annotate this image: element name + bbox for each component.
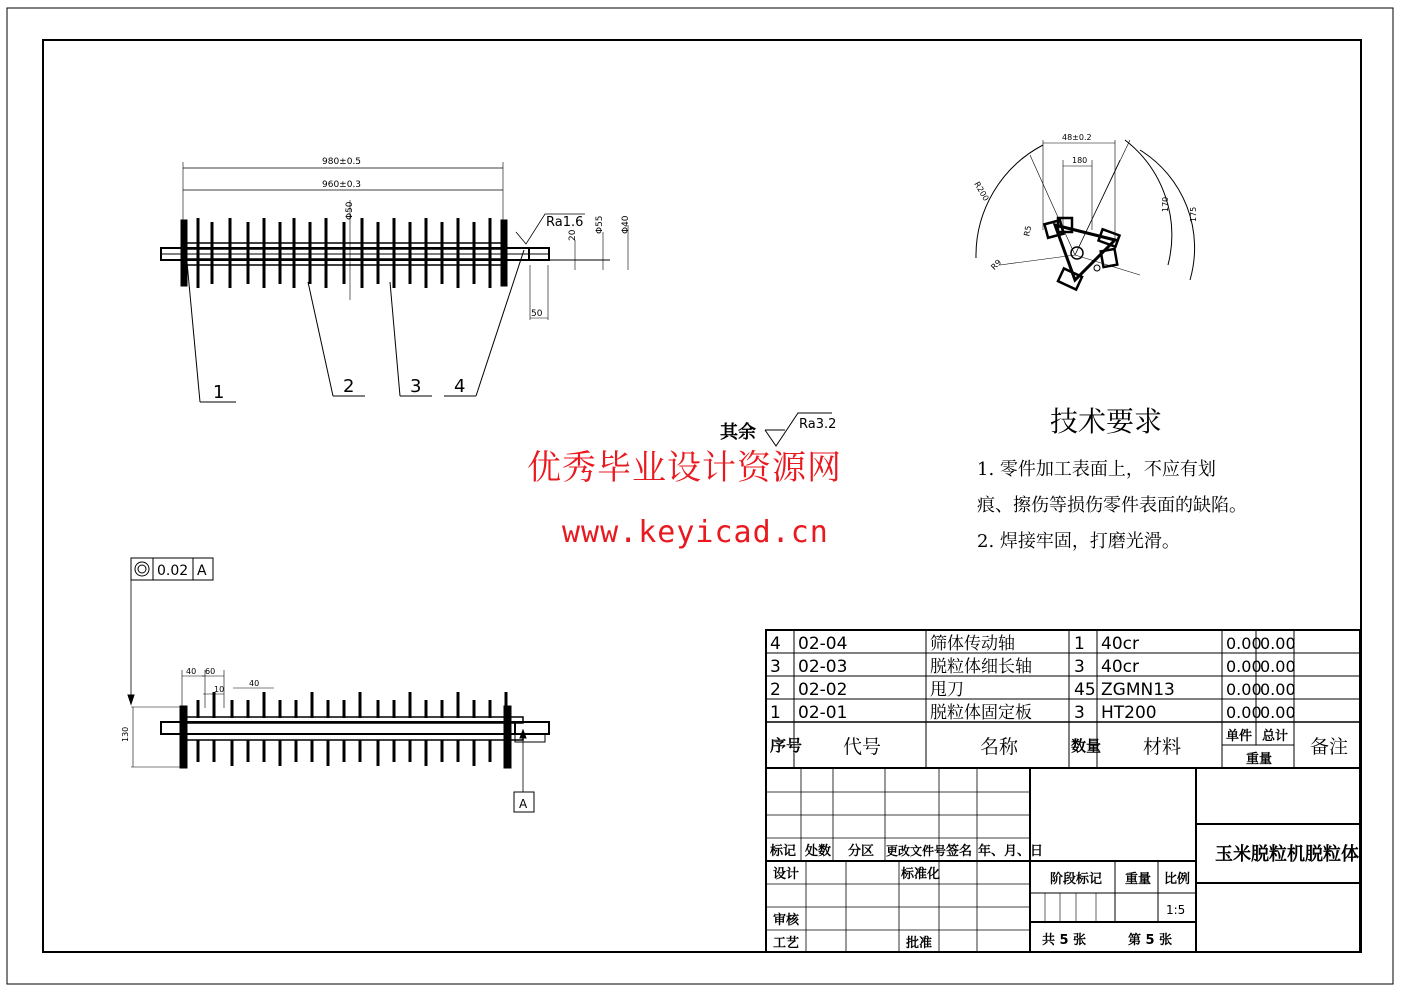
dim-inner: 960±0.3 — [322, 180, 362, 190]
bom-cell-total: 0.00 — [1260, 703, 1296, 722]
dim-48: 48±0.2 — [1062, 133, 1092, 142]
dim-dia55: Φ55 — [595, 215, 605, 234]
tb-approve: 批准 — [906, 936, 933, 951]
dim-20: 20 — [568, 229, 578, 241]
dim-r5: R5 — [1022, 224, 1034, 237]
hdr-qty: 数量 — [1071, 737, 1102, 755]
bom-cell-code: 02-04 — [798, 634, 848, 654]
bom-cell-code: 02-03 — [798, 657, 848, 677]
hdr-no: 序号 — [770, 736, 803, 755]
tb-mark: 标记 — [770, 844, 797, 859]
watermark-cn: 优秀毕业设计资源网 — [527, 448, 842, 488]
surface-value: Ra3.2 — [799, 417, 837, 432]
bom-cell-unit: 0.00 — [1226, 703, 1262, 722]
tb-design: 设计 — [773, 867, 800, 882]
surface-prefix: 其余 — [720, 422, 756, 443]
dim-dia50: Φ50 — [345, 201, 355, 220]
section-view-labels — [972, 133, 1198, 272]
ra-top: Ra1.6 — [546, 215, 584, 230]
tb-sheet-no: 第 5 张 — [1128, 933, 1173, 948]
dim-dia40: Φ40 — [621, 215, 631, 234]
hdr-note: 备注 — [1310, 736, 1349, 758]
bom-cell-qty: 3 — [1074, 657, 1085, 677]
hdr-total: 总计 — [1262, 729, 1289, 744]
tb-stage: 阶段标记 — [1050, 872, 1103, 887]
bom-cell-name: 脱粒体固定板 — [930, 703, 1032, 723]
tb-process: 工艺 — [773, 936, 800, 951]
tb-doc: 更改文件号 — [886, 844, 947, 858]
balloon-1: 1 — [213, 382, 225, 403]
dim-r9: R9 — [989, 257, 1004, 272]
tb-date: 年、月、日 — [978, 844, 1044, 859]
bom-cell-code: 02-01 — [798, 703, 848, 723]
bom-cell-code: 02-02 — [798, 680, 848, 700]
bom-cell-mat: 40cr — [1101, 657, 1139, 677]
bom-cell-unit: 0.00 — [1226, 634, 1262, 653]
dim-170: 170 — [1161, 196, 1170, 212]
bom-cell-no: 2 — [770, 680, 781, 700]
bom-cell-mat: HT200 — [1101, 703, 1157, 723]
drawing-title: 玉米脱粒机脱粒体 — [1215, 844, 1359, 865]
balloon-3: 3 — [410, 376, 422, 397]
dim-b40: 40 — [186, 667, 197, 676]
bom-cell-qty: 3 — [1074, 703, 1085, 723]
bom-table — [766, 630, 1360, 952]
hdr-weight: 重量 — [1246, 752, 1273, 767]
dim-b40-2: 40 — [249, 679, 260, 688]
bom-cell-mat: 40cr — [1101, 634, 1139, 654]
balloon-2: 2 — [343, 376, 355, 397]
bottom-view — [128, 558, 549, 812]
bom-cell-no: 4 — [770, 634, 781, 654]
bom-cell-total: 0.00 — [1260, 657, 1296, 676]
tb-zone: 分区 — [848, 844, 875, 859]
bom-cell-no: 1 — [770, 703, 781, 723]
bom-cell-total: 0.00 — [1260, 634, 1296, 653]
bom-cell-mat: ZGMN13 — [1101, 680, 1175, 700]
tb-sheets: 共 5 张 — [1042, 933, 1087, 948]
balloon-4: 4 — [454, 376, 466, 397]
tol-datum: A — [197, 563, 207, 579]
datum-a-label: A — [519, 797, 528, 811]
dim-r200: R200 — [972, 180, 991, 203]
bom-cell-unit: 0.00 — [1226, 680, 1262, 699]
tech-line-1: 1. 零件加工表面上，不应有划 — [977, 459, 1216, 480]
top-view — [161, 162, 628, 402]
tech-line-3: 2. 焊接牢固，打磨光滑。 — [977, 531, 1180, 552]
tb-review: 审核 — [773, 913, 800, 928]
watermark-url: www.keyicad.cn — [562, 515, 829, 550]
tb-standard: 标准化 — [901, 867, 941, 882]
dim-b10: 10 — [214, 685, 225, 694]
hdr-mat: 材料 — [1143, 736, 1182, 758]
dim-180: 180 — [1072, 156, 1088, 165]
bom-cell-name: 甩刀 — [930, 680, 964, 700]
hdr-name: 名称 — [980, 736, 1019, 758]
bom-cell-unit: 0.00 — [1226, 657, 1262, 676]
tol-value: 0.02 — [157, 563, 189, 579]
tb-scale: 1:5 — [1166, 903, 1186, 917]
dim-b60: 60 — [205, 667, 216, 676]
bom-cell-no: 3 — [770, 657, 781, 677]
hdr-unit: 单件 — [1226, 729, 1253, 744]
dim-175: 175 — [1189, 206, 1198, 222]
end-plate — [505, 707, 510, 767]
tb-count: 处数 — [805, 844, 832, 859]
top-view-labels — [213, 157, 631, 403]
tb-scale-label: 比例 — [1164, 872, 1191, 887]
dim-overall: 980±0.5 — [322, 157, 362, 167]
bom-cell-name: 脱粒体细长轴 — [930, 657, 1032, 677]
end-plate — [181, 707, 186, 767]
tech-line-2: 痕、擦伤等损伤零件表面的缺陷。 — [977, 495, 1247, 516]
bom-cell-total: 0.00 — [1260, 680, 1296, 699]
bom-cell-qty: 45 — [1074, 680, 1096, 700]
hdr-code: 代号 — [843, 736, 882, 758]
bom-cell-name: 筛体传动轴 — [930, 634, 1015, 654]
dim-50: 50 — [531, 309, 543, 319]
tech-title: 技术要求 — [1050, 405, 1163, 438]
dim-b130: 130 — [121, 726, 130, 742]
tb-sign: 签名 — [946, 844, 973, 859]
bom-text — [769, 634, 1359, 951]
tb-weight: 重量 — [1125, 872, 1152, 887]
bom-cell-qty: 1 — [1074, 634, 1085, 654]
